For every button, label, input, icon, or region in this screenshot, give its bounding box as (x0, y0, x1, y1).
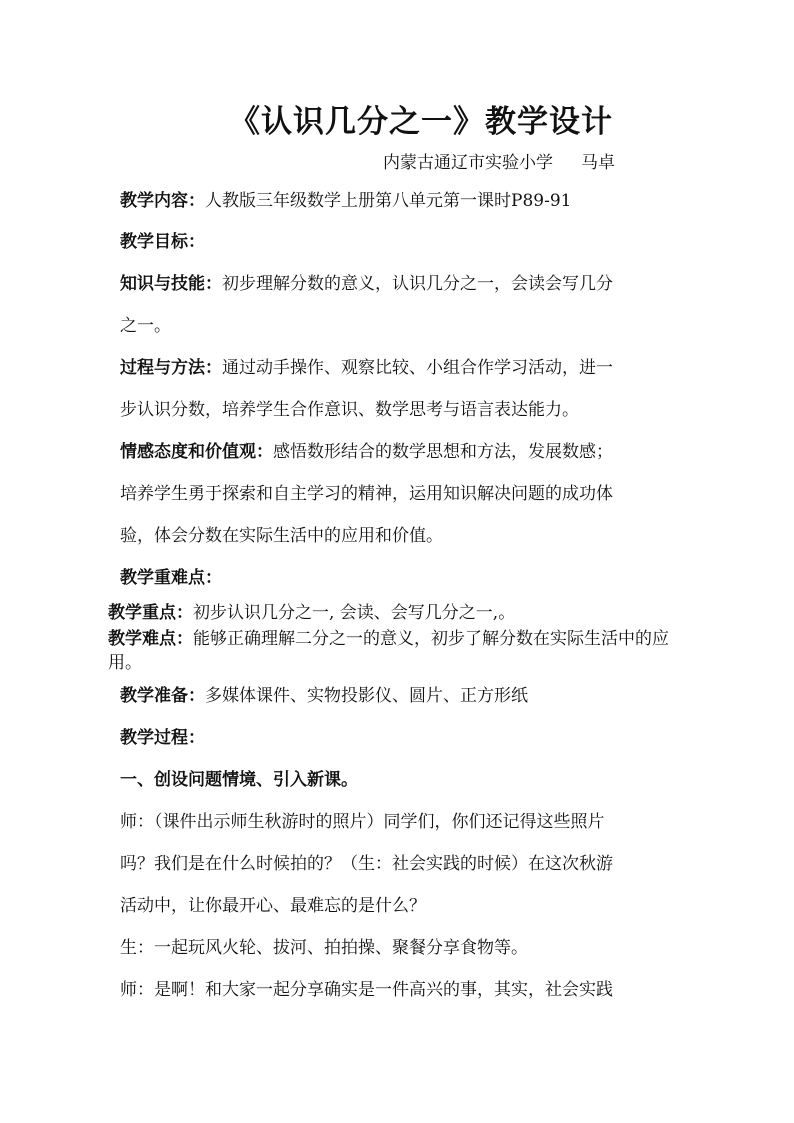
teaching-content-text: 人教版三年级数学上册第八单元第一课时P89-91 (205, 191, 572, 211)
difficult-point-text: 能够正确理解二分之一的意义，初步了解分数在实际生活中的应用。 (108, 629, 669, 673)
key-point-text: 初步认识几分之一, 会读、会写几分之一,。 (193, 603, 516, 623)
emotion-line-3: 验，体会分数在实际生活中的应用和价值。 (120, 526, 443, 546)
knowledge-line-2: 之一。 (120, 316, 171, 336)
school-name: 内蒙古通辽市实验小学 (383, 153, 553, 173)
teaching-content-label: 教学内容： (120, 191, 205, 211)
document-title: 《认识几分之一》教学设计 (229, 104, 613, 140)
key-point-label: 教学重点： (108, 603, 193, 623)
knowledge-label: 知识与技能： (120, 274, 222, 294)
preparation (120, 676, 680, 716)
knowledge-line-1: 知识与技能：初步理解分数的意义，认识几分之一，会读会写几分 (120, 274, 613, 294)
dialogue-line: 师：是啊！和大家一起分享确实是一件高兴的事，其实，社会实践 (120, 980, 613, 1000)
difficult-point-label: 教学难点： (108, 629, 193, 649)
process-method-line-2: 步认识分数，培养学生合作意识、数学思考与语言表达能力。 (120, 400, 579, 420)
emotion-label: 情感态度和价值观： (120, 442, 273, 462)
key-point (108, 601, 678, 625)
dialogue-line: 师：（课件出示师生秋游时的照片）同学们，你们还记得这些照片 (120, 812, 605, 832)
preparation-label: 教学准备： (120, 686, 205, 706)
author-name: 马卓 (581, 153, 615, 173)
process-method-line-1: 过程与方法：通过动手操作、观察比较、小组合作学习活动，进一 (120, 358, 613, 378)
section-1-heading: 一、创设问题情境、引入新课。 (120, 770, 358, 790)
emotion-line-1: 情感态度和价值观：感悟数形结合的数学思想和方法，发展数感； (120, 442, 613, 462)
process-heading: 教学过程： (120, 728, 205, 748)
dialogue-line: 生：一起玩风火轮、拔河、拍拍操、聚餐分享食物等。 (120, 938, 528, 958)
goals-heading: 教学目标： (120, 232, 205, 252)
key-difficult-heading: 教学重难点： (120, 568, 222, 588)
preparation-text: 多媒体课件、实物投影仪、圆片、正方形纸 (205, 686, 528, 706)
difficult-point (108, 627, 678, 675)
process-method-label: 过程与方法： (120, 358, 222, 378)
emotion-line-2: 培养学生勇于探索和自主学习的精神，运用知识解决问题的成功体 (120, 484, 613, 504)
dialogue-line: 吗？我们是在什么时候拍的？（生：社会实践的时候）在这次秋游 (120, 854, 613, 874)
teaching-content (120, 181, 680, 221)
dialogue-line: 活动中，让你最开心、最难忘的是什么？ (120, 896, 426, 916)
byline (383, 148, 615, 173)
